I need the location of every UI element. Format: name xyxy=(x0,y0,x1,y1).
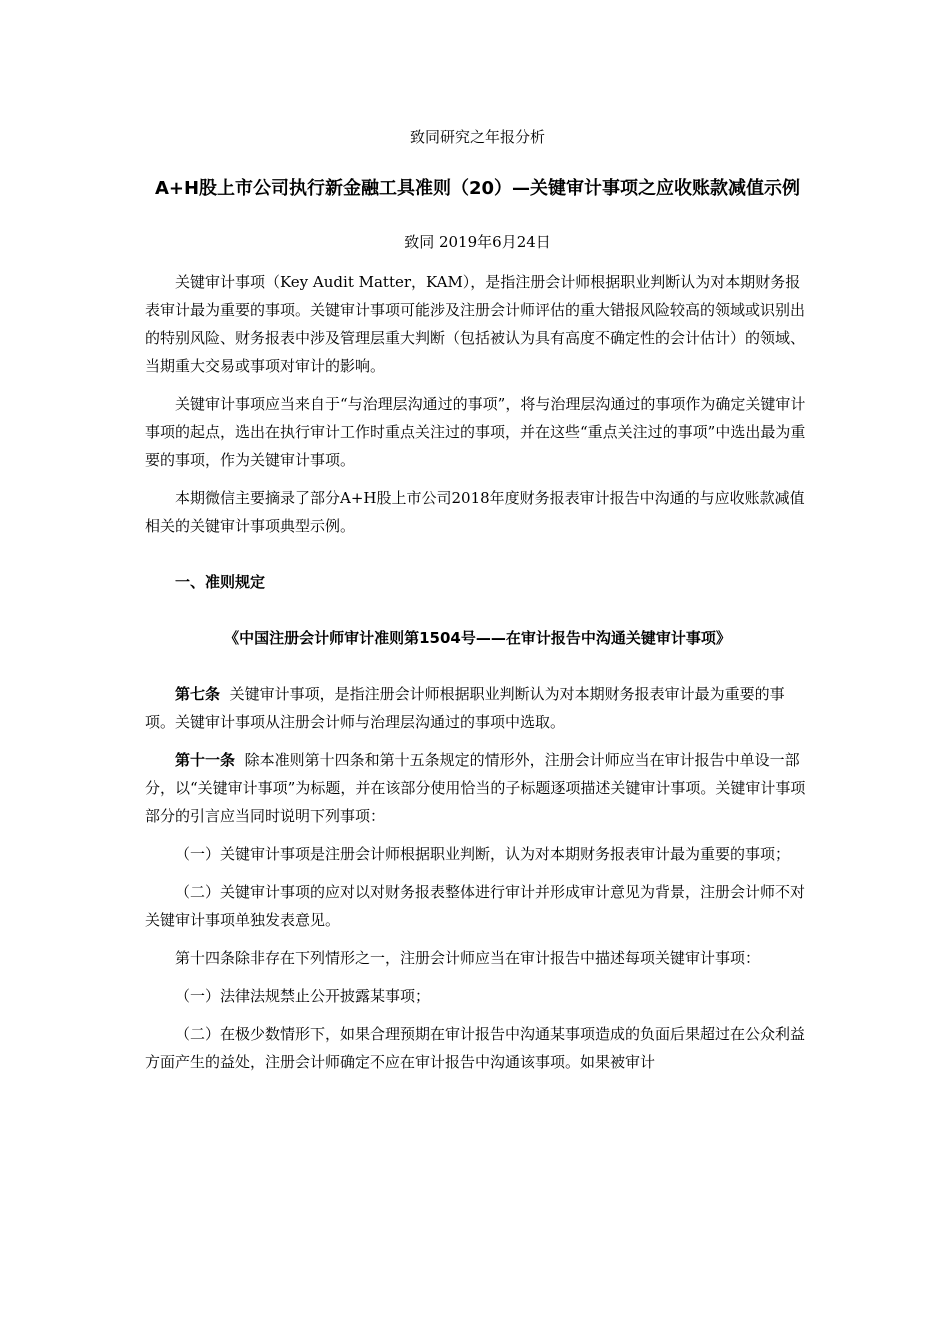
article-7-text: 关键审计事项，是指注册会计师根据职业判断认为对本期财务报表审计最为重要的事项。关键审计事项从注册会计师与治理层沟通过的事项中选取。 xyxy=(145,685,785,731)
article-11-text: 除本准则第十四条和第十五条规定的情形外，注册会计师应当在审计报告中单设一部分，以“关键审计事项”为标题，并在该部分使用恰当的子标题逐项描述关键审计事项。关键审计事项部分的引言应当同时说明下列事项： xyxy=(145,751,806,825)
standard-title: 《中国注册会计师审计准则第1504号——在审计报告中沟通关键审计事项》 xyxy=(224,629,731,647)
intro-paragraph-1: 关键审计事项（Key Audit Matter，KAM），是指注册会计师根据职业判断认为对本期财务报表审计最为重要的事项。关键审计事项可能涉及注册会计师评估的重大错报风险较高的领域或识别出的特别风险、财务报表中涉及管理层重大判断（包括被认为具有高度不确定性的会计估计）的领域、当期重大交易或事项对审计的影响。 xyxy=(145,273,806,375)
article-11-item-2: （二）关键审计事项的应对以对财务报表整体进行审计并形成审计意见为背景，注册会计师不对关键审计事项单独发表意见。 xyxy=(145,883,806,929)
series-label: 致同研究之年报分析 xyxy=(409,128,545,146)
article-14-item-2: （二）在极少数情形下，如果合理预期在审计报告中沟通某事项造成的负面后果超过在公众利益方面产生的益处，注册会计师确定不应在审计报告中沟通该事项。如果被审计 xyxy=(145,1025,806,1071)
byline: 致同 2019年6月24日 xyxy=(404,233,551,251)
section-heading: 一、准则规定 xyxy=(175,573,266,591)
article-14: 第十四条除非存在下列情形之一，注册会计师应当在审计报告中描述每项关键审计事项： xyxy=(175,949,761,967)
article-7 xyxy=(145,680,810,736)
article-11-label: 第十一条 xyxy=(175,751,236,769)
article-11-item-1: （一）关键审计事项是注册会计师根据职业判断，认为对本期财务报表审计最为重要的事项； xyxy=(175,845,791,863)
article-11 xyxy=(145,746,810,830)
document-body xyxy=(145,123,810,1076)
intro-paragraph-3: 本期微信主要摘录了部分A+H股上市公司2018年度财务报表审计报告中沟通的与应收账款减值相关的关键审计事项典型示例。 xyxy=(145,489,805,535)
article-7-label: 第七条 xyxy=(175,685,221,703)
article-14-item-1: （一）法律法规禁止公开披露某事项； xyxy=(175,987,431,1005)
document-title: A+H股上市公司执行新金融工具准则（20）—关键审计事项之应收账款减值示例 xyxy=(154,178,801,199)
intro-paragraph-2: 关键审计事项应当来自于“与治理层沟通过的事项”，将与治理层沟通过的事项作为确定关键审计事项的起点，选出在执行审计工作时重点关注过的事项，并在这些“重点关注过的事项”中选出最为重要的事项，作为关键审计事项。 xyxy=(145,395,806,469)
